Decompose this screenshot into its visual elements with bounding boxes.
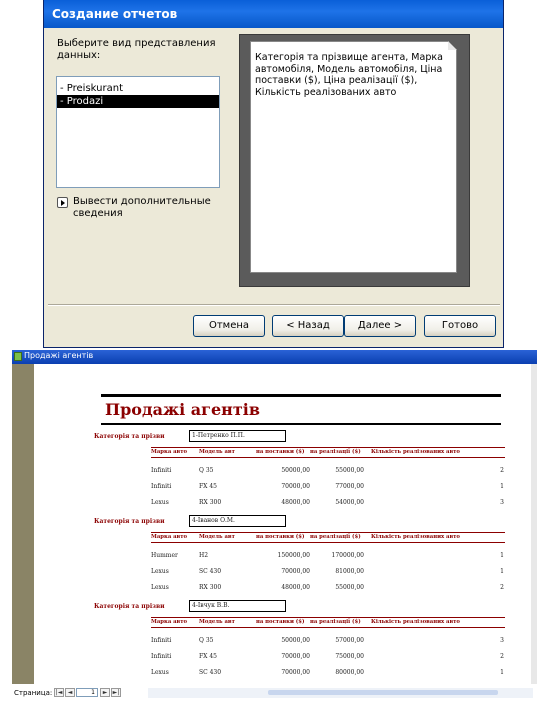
finish-button[interactable]: Готово [424,315,496,337]
column-header: на поставки ($) [256,449,305,455]
report-navigation-bar [12,684,537,708]
table-cell: 2 [500,653,504,660]
table-cell: SC 430 [199,568,222,575]
expand-arrow-icon[interactable] [57,197,68,208]
table-cell: 54000,00 [335,499,364,506]
list-item-preiskurant[interactable]: - Preiskurant [60,83,123,94]
preview-pane [239,34,470,287]
table-cell: 55000,00 [335,467,364,474]
header-rule [151,532,505,533]
table-cell: 2 [500,584,504,591]
agent-name-field: 1-Петренко П.П. [189,430,286,442]
table-cell: 170000,00 [331,552,364,559]
table-cell: 50000,00 [281,467,310,474]
next-button[interactable]: Далее > [344,315,416,337]
header-rule [151,447,505,448]
report-window-title: Продажі агентів [24,351,94,360]
cancel-button[interactable]: Отмена [193,315,265,337]
header-rule [151,542,505,543]
table-cell: SC 430 [199,669,222,676]
title-rule [101,423,501,425]
group-label: Категорія та прізви [94,433,165,440]
first-page-button[interactable]: |◄ [55,689,63,696]
table-cell: Lexus [151,499,169,506]
scroll-thumb[interactable] [268,690,498,695]
table-cell: Hummer [151,552,178,559]
more-info-label[interactable]: Вывести дополнительные сведения [73,196,211,219]
table-cell: Infiniti [151,653,172,660]
table-cell: 77000,00 [335,483,364,490]
column-header: на реалізації ($) [310,619,361,625]
table-cell: Lexus [151,669,169,676]
column-header: на реалізації ($) [310,449,361,455]
table-cell: 70000,00 [281,483,310,490]
report-wizard-dialog [43,0,504,348]
back-button[interactable]: < Назад [272,315,344,337]
table-cell: 70000,00 [281,653,310,660]
table-cell: Infiniti [151,467,172,474]
table-cell: 55000,00 [335,584,364,591]
table-cell: 48000,00 [281,584,310,591]
column-header: Кількість реалізованих авто [371,619,460,625]
next-page-button[interactable]: ► [100,688,110,697]
column-header: Кількість реалізованих авто [371,449,460,455]
header-rule [151,627,505,628]
table-cell: RX 300 [199,499,222,506]
table-cell: 1 [500,483,504,490]
table-cell: Lexus [151,568,169,575]
column-header: на поставки ($) [256,534,305,540]
table-cell: 1 [500,669,504,676]
report-app-icon [14,352,22,361]
dialog-separator [48,304,500,306]
report-preview-window [12,350,537,708]
table-cell: FX 45 [199,653,217,660]
horizontal-scrollbar[interactable] [148,688,533,698]
view-type-prompt: Выберите вид представления данных: [57,38,216,61]
column-header: Марка авто [151,534,188,540]
table-cell: 75000,00 [335,653,364,660]
column-header: Марка авто [151,619,188,625]
table-cell: 3 [500,637,504,644]
report-heading: Продажі агентів [105,400,260,419]
table-cell: 1 [500,568,504,575]
column-header: Модель авт [199,534,235,540]
preview-page [250,41,457,273]
prev-page-button[interactable]: ◄ [65,688,75,697]
agent-name-field: 4-Іванов О.М. [189,515,286,527]
table-cell: 70000,00 [281,568,310,575]
vertical-scrollbar[interactable] [531,364,537,684]
report-page [34,364,531,684]
page-number-input[interactable]: 1 [76,688,98,697]
table-cell: 2 [500,467,504,474]
table-cell: Infiniti [151,483,172,490]
table-cell: H2 [199,552,209,559]
report-left-margin [12,364,34,684]
column-header: Кількість реалізованих авто [371,534,460,540]
table-cell: Q 35 [199,467,214,474]
table-cell: Infiniti [151,637,172,644]
column-header: Марка авто [151,449,188,455]
group-label: Категорія та прізви [94,603,165,610]
column-header: Модель авт [199,619,235,625]
wizard-title-bar[interactable] [44,0,503,28]
last-page-button[interactable]: ►| [112,689,120,696]
column-header: на поставки ($) [256,619,305,625]
table-cell: 150000,00 [277,552,310,559]
preview-fields-text: Категорія та прізвище агента, Марка автомобіля, Модель автомобіля, Ціна поставки ($), Ціна реалізації ($), Кількість реалізованих авто [255,52,443,98]
table-cell: Q 35 [199,637,214,644]
table-cell: 50000,00 [281,637,310,644]
table-cell: FX 45 [199,483,217,490]
table-cell: 1 [500,552,504,559]
page-label: Страница: [14,689,53,697]
table-cell: 81000,00 [335,568,364,575]
report-title-bar[interactable] [12,350,537,364]
table-cell: 70000,00 [281,669,310,676]
table-cell: 57000,00 [335,637,364,644]
column-header: Модель авт [199,449,235,455]
column-header: на реалізації ($) [310,534,361,540]
table-cell: 3 [500,499,504,506]
wizard-title: Создание отчетов [52,7,178,21]
header-rule [151,617,505,618]
list-item-prodazi[interactable]: - Prodazi [57,95,219,108]
table-cell: Lexus [151,584,169,591]
agent-name-field: 4-Івчук В.В. [189,600,286,612]
header-rule [151,457,505,458]
view-type-list[interactable] [56,76,220,188]
top-rule [101,394,501,397]
group-label: Категорія та прізви [94,518,165,525]
table-cell: 80000,00 [335,669,364,676]
table-cell: 48000,00 [281,499,310,506]
table-cell: RX 300 [199,584,222,591]
